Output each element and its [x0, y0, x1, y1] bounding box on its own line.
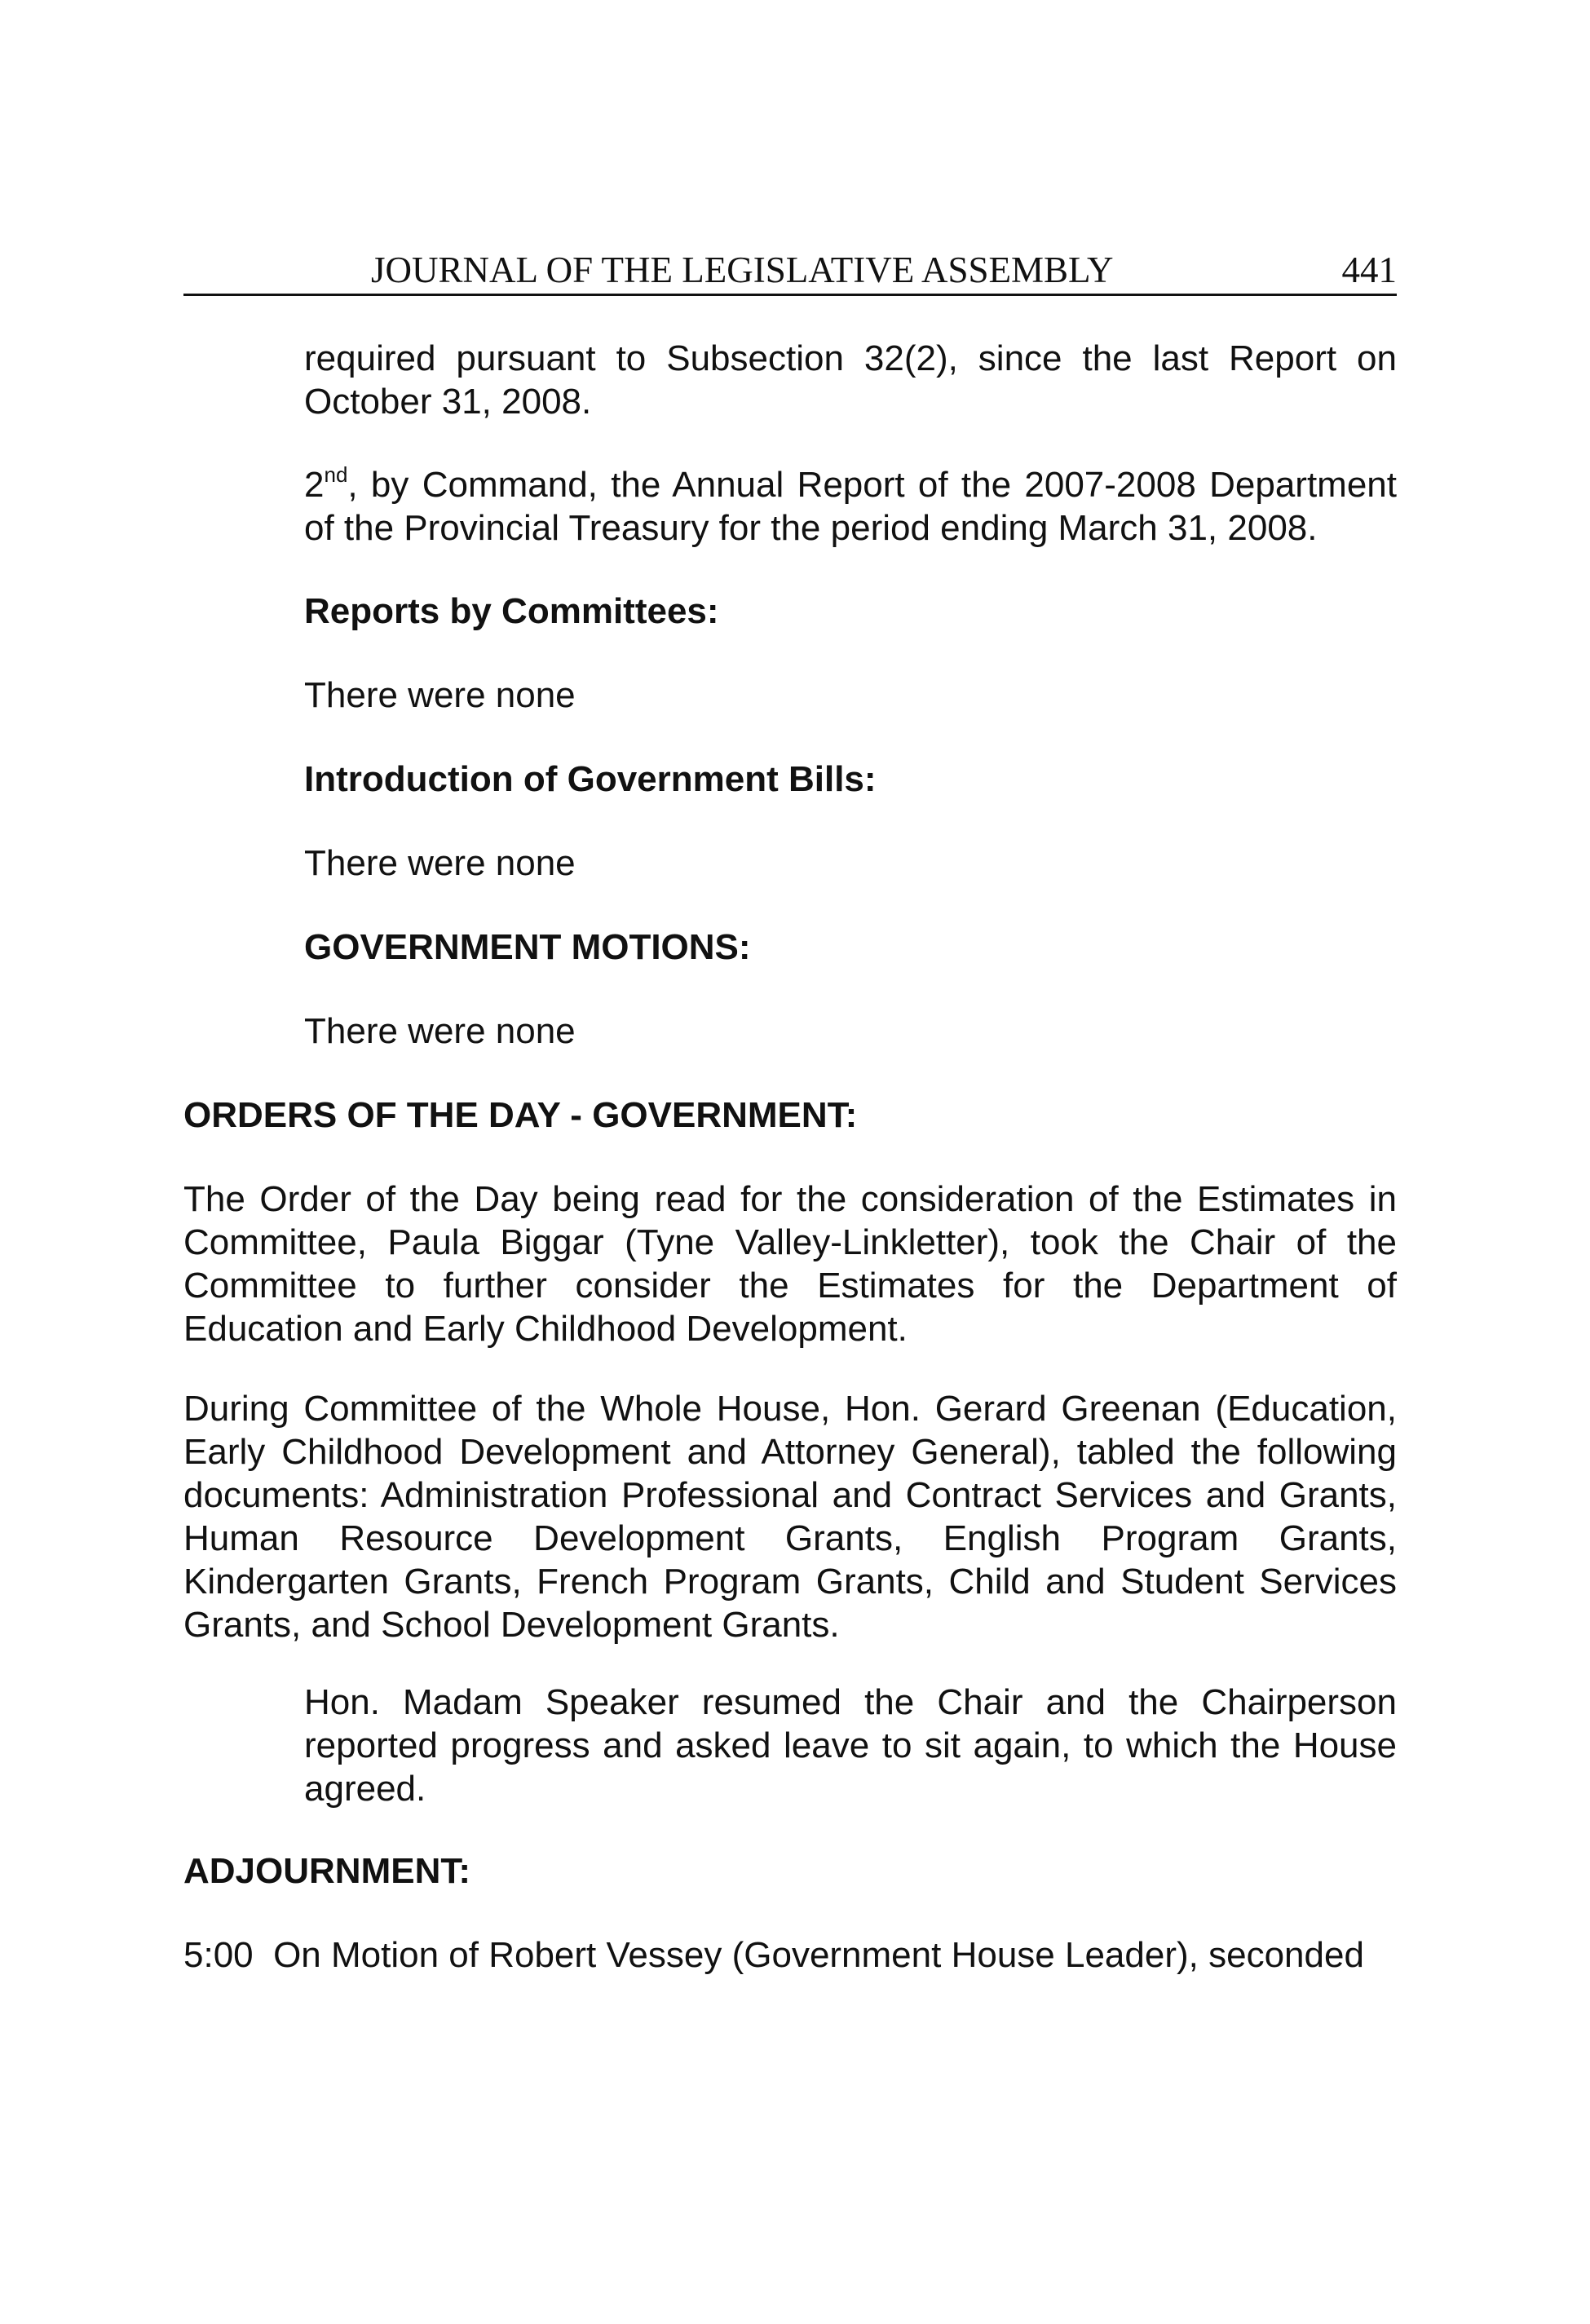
second-tabled-document-paragraph [304, 463, 1397, 550]
journal-title: JOURNAL OF THE LEGISLATIVE ASSEMBLY [371, 250, 1114, 290]
government-motions-heading: GOVERNMENT MOTIONS: [304, 927, 751, 967]
running-header [183, 246, 1397, 296]
reports-by-committees-text: There were none [304, 675, 576, 715]
reports-by-committees-heading: Reports by Committees: [304, 591, 719, 631]
orders-of-the-day-paragraph: The Order of the Day being read for the consideration of the Estimates in Committee, Paula Biggar (Tyne Valley-Linkletter), took the Chair of the Committee to further consider the Estimates for the Department of Education and Early Childhood Development. [183, 1179, 1397, 1349]
page-number: 441 [1341, 250, 1397, 290]
ordinal-suffix: nd [324, 462, 348, 487]
introduction-of-government-bills-heading: Introduction of Government Bills: [304, 759, 877, 799]
ordinal-number: 2 [304, 465, 325, 505]
adjournment-heading: ADJOURNMENT: [183, 1851, 470, 1891]
government-motions-text: There were none [304, 1011, 576, 1051]
committee-of-the-whole-paragraph: During Committee of the Whole House, Hon. Gerard Greenan (Education, Early Childhood Development and Attorney General), tabled the following documents: Administration Professional and Contract Services and Grants, Human Resource Development Grants, English Program Grants, Kindergarten Grants, French Program Grants, Child and Student Services Grants, and School Development Grants. [183, 1389, 1397, 1645]
introduction-of-government-bills-text: There were none [304, 843, 576, 883]
second-tabled-document-text: , by Command, the Annual Report of the 2007-2008 Department of the Provincial Treasury for the period ending March 31, 2008. [304, 465, 1397, 548]
adjournment-paragraph: 5:00 On Motion of Robert Vessey (Government House Leader), seconded [183, 1935, 1364, 1975]
speaker-resumed-paragraph: Hon. Madam Speaker resumed the Chair and the Chairperson reported progress and asked leave to sit again, to which the House agreed. [304, 1682, 1397, 1809]
continued-paragraph: required pursuant to Subsection 32(2), since the last Report on October 31, 2008. [304, 338, 1397, 422]
orders-of-the-day-heading: ORDERS OF THE DAY - GOVERNMENT: [183, 1095, 858, 1135]
